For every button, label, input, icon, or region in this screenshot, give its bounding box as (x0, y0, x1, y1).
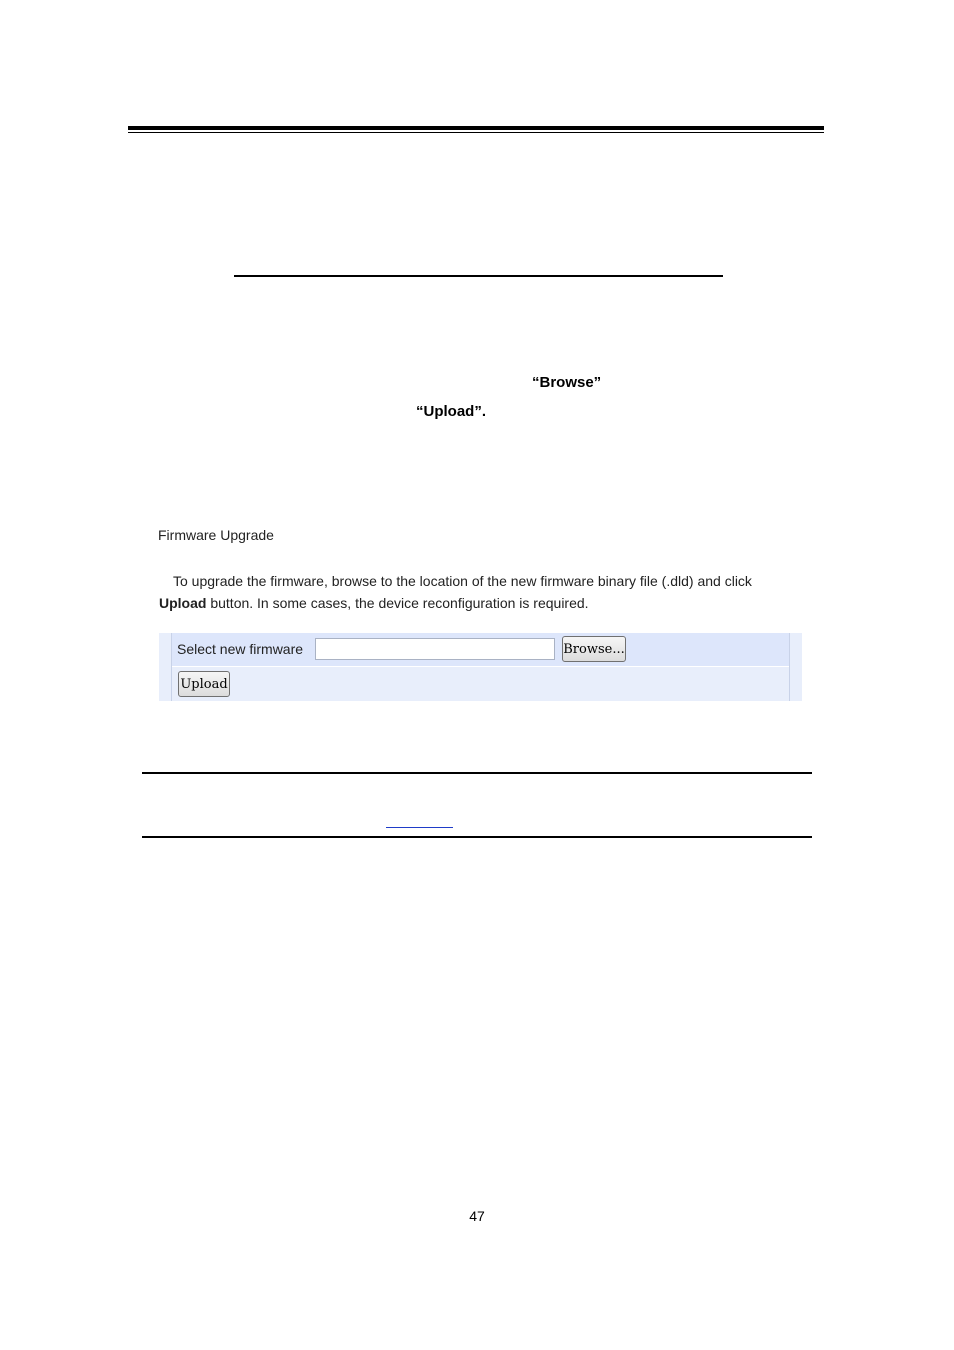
description-bold-upload: Upload (159, 595, 207, 611)
description-line-2 (159, 592, 799, 614)
note-rule-bottom (142, 836, 812, 838)
note-rule-top (142, 772, 812, 774)
firmware-file-input[interactable] (315, 638, 555, 660)
browse-button[interactable]: Browse... (562, 636, 626, 662)
section-heading-underline (234, 275, 723, 277)
page-number: 47 (469, 1208, 485, 1224)
upload-button[interactable]: Upload (178, 671, 230, 697)
table-right-divider (789, 633, 790, 701)
select-firmware-label: Select new firmware (177, 641, 304, 657)
upload-row (172, 667, 789, 701)
header-rule (128, 126, 824, 130)
firmware-upgrade-title: Firmware Upgrade (158, 527, 274, 543)
description-rest: button. In some cases, the device reconfiguration is required. (206, 595, 589, 611)
header-rule-thin (128, 132, 824, 133)
note-link-underline[interactable] (386, 827, 453, 828)
description-line-1: To upgrade the firmware, browse to the location of the new firmware binary file (.dld) and click (173, 573, 752, 589)
browse-word: “Browse” (532, 374, 602, 391)
select-firmware-row (172, 633, 789, 667)
firmware-upgrade-description (159, 570, 799, 614)
upload-word: “Upload”. (416, 403, 486, 420)
firmware-upgrade-table (159, 633, 802, 701)
